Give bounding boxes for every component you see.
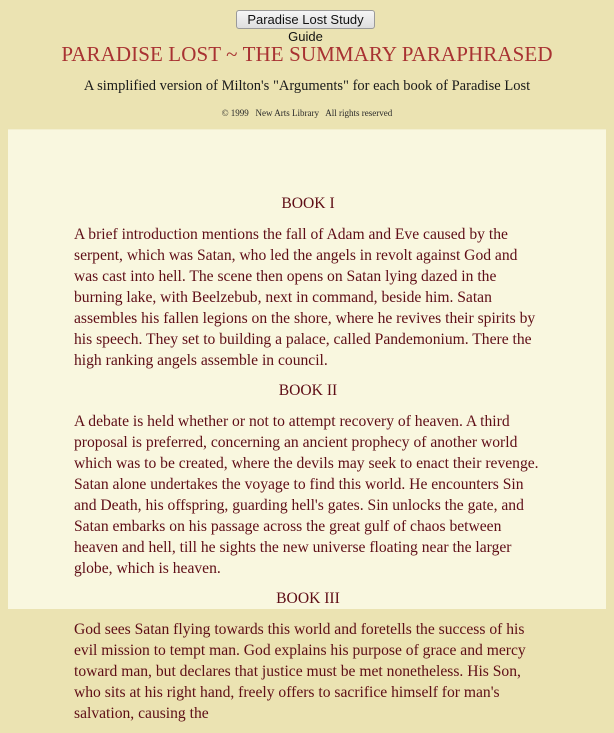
- book-summary-text: A brief introduction mentions the fall of Adam and Eve caused by the serpent, which was Satan, who led the angels in revolt against God and was cast into hell. The scene then opens on Satan lying dazed in the burning lake, with Beelzebub, next in command, beside him. Satan assembles his fallen legions on the shore, where he revives their spirits by his speech. They set to building a palace, called Pandemonium. There the high ranking angels assemble in council.: [74, 226, 536, 369]
- book-section: [74, 193, 542, 371]
- book-section: [74, 380, 542, 579]
- book-summary-text: God sees Satan flying towards this world and foretells the success of his evil mission to tempt man. God explains his purpose of grace and mercy toward man, but declares that justice must be met nonetheless. His Son, who sits at his right hand, freely offers to sacrifice himself for man's salvation, causing the: [74, 621, 526, 722]
- book-heading: BOOK II: [278, 382, 338, 399]
- copyright-notice: © 1999 New Arts Library All rights reserved: [221, 108, 393, 118]
- book-section: [74, 588, 542, 724]
- study-guide-button[interactable]: Paradise Lost Study Guide: [236, 10, 375, 29]
- page-title: PARADISE LOST ~ THE SUMMARY PARAPHRASED: [61, 42, 553, 66]
- book-summary-text: A debate is held whether or not to attempt recovery of heaven. A third proposal is preferred, concerning an ancient prophecy of another world which was to be created, where the devils may seek to enact their revenge. Satan alone undertakes the voyage to find this world. He encounters Sin and Death, his offspring, guarding hell's gates. Sin unlocks the gate, and Satan embarks on his passage across the great gulf of chaos between heaven and hell, till he sights the new universe floating near the larger globe, which is heaven.: [74, 413, 539, 577]
- book-heading: BOOK I: [281, 195, 335, 212]
- book-heading: BOOK III: [276, 590, 340, 607]
- page-subtitle: A simplified version of Milton's "Arguments" for each book of Paradise Lost: [83, 78, 531, 94]
- book-summaries: [74, 193, 542, 733]
